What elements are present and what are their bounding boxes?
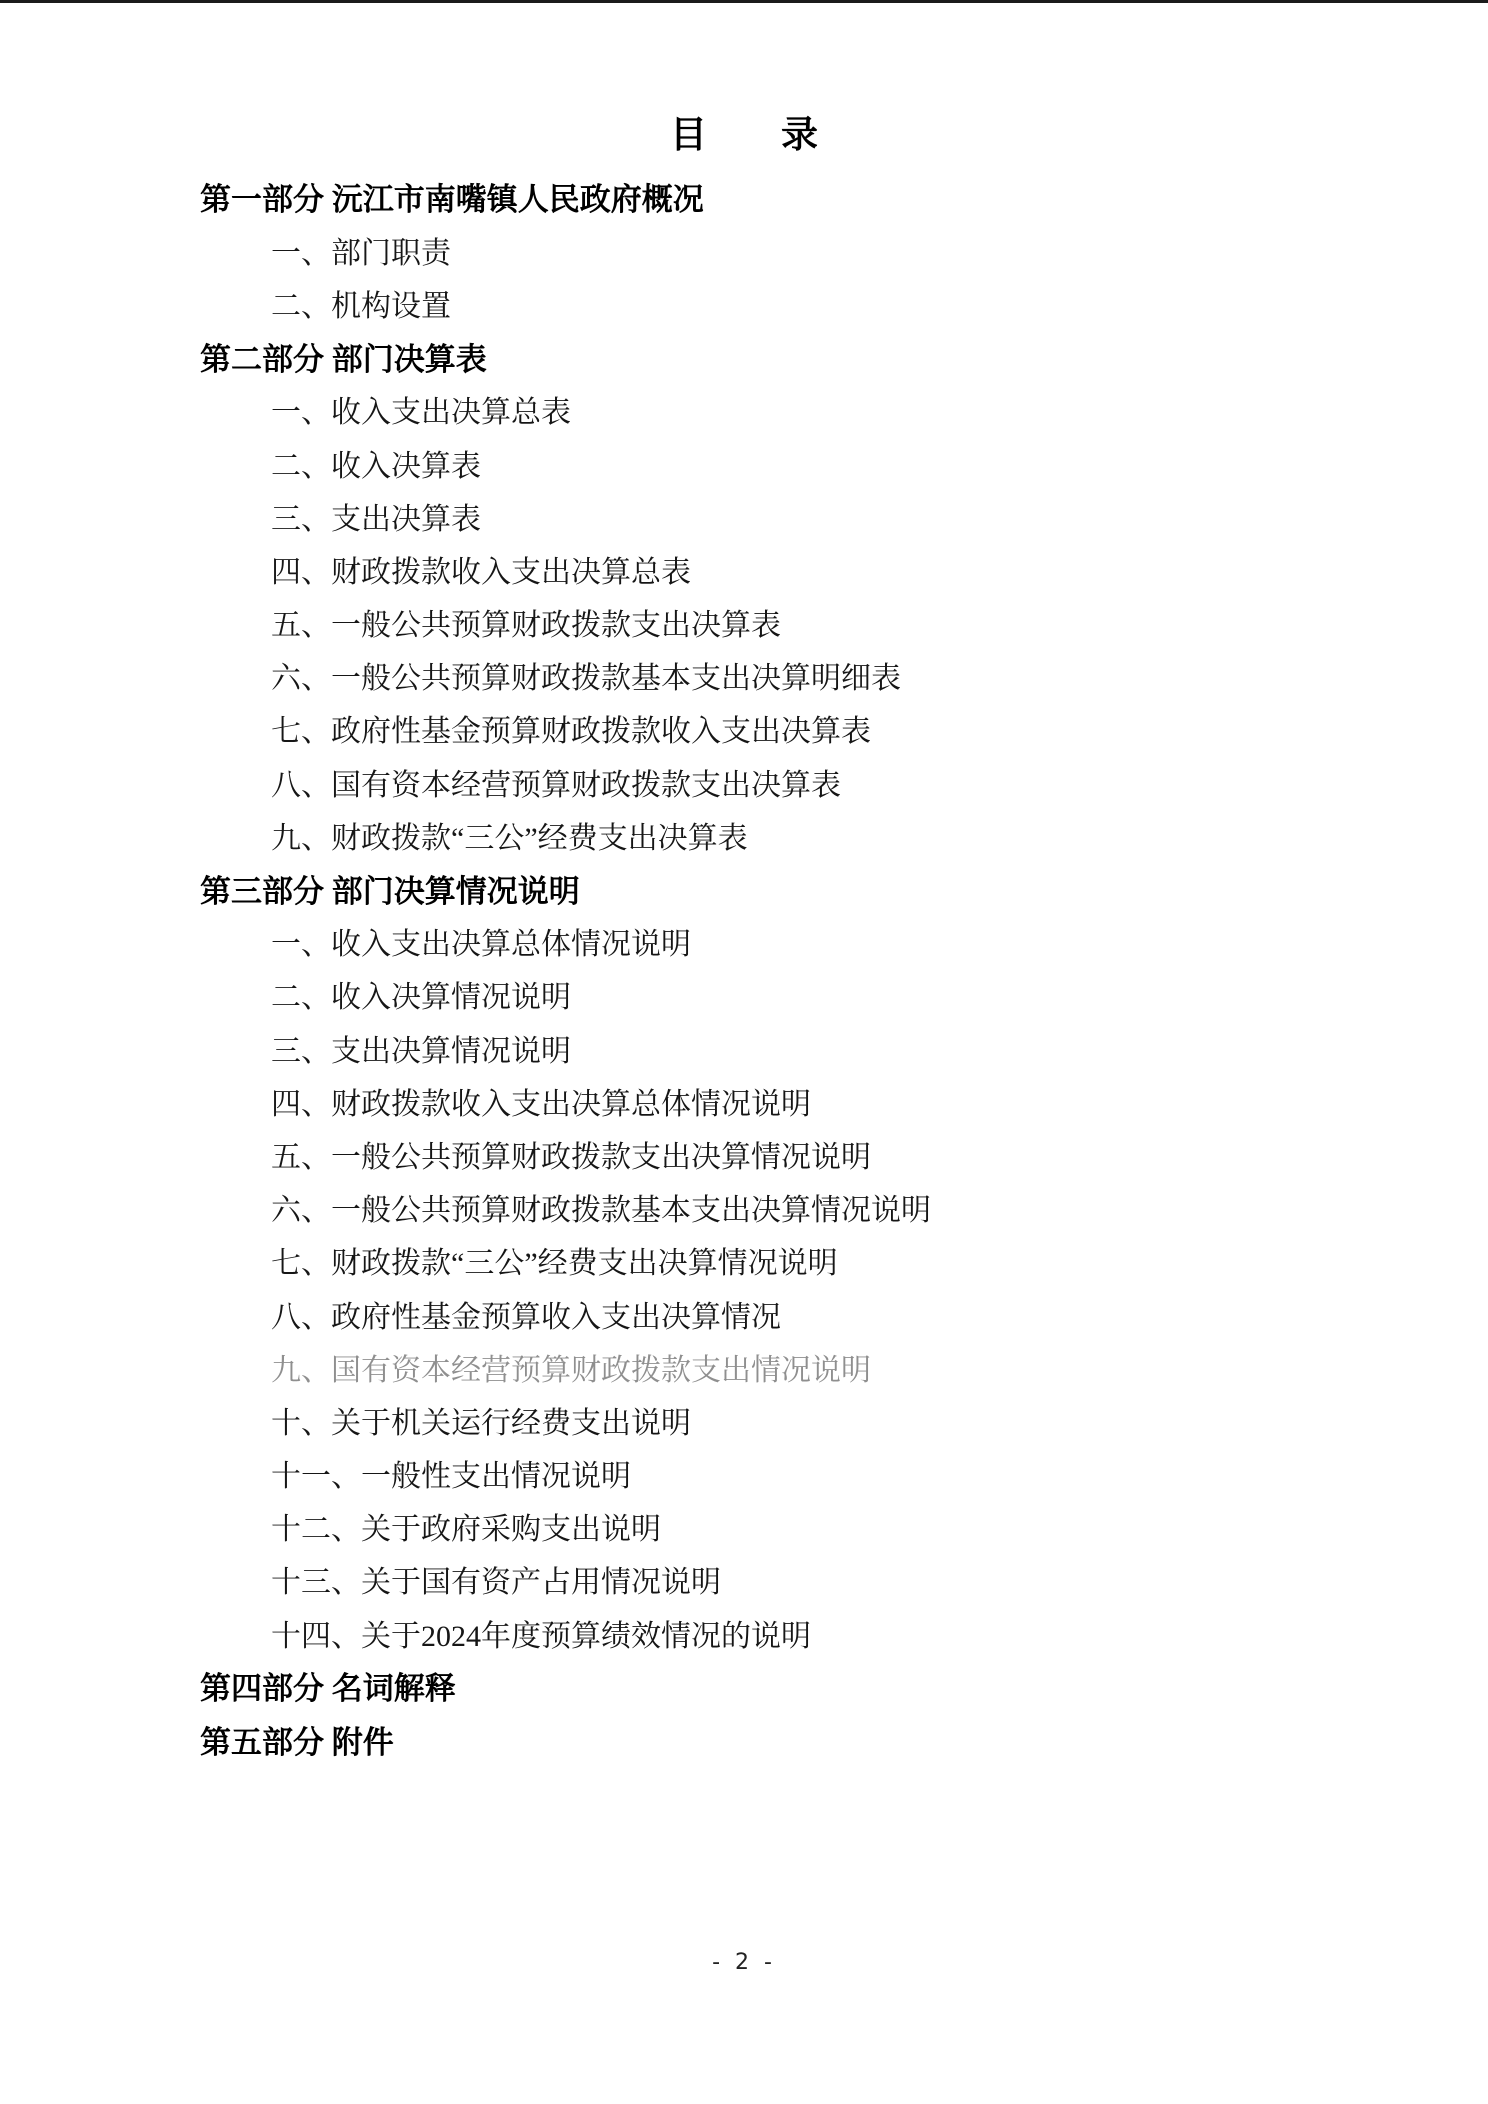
toc-item: 五、一般公共预算财政拨款支出决算表 bbox=[271, 609, 781, 643]
toc-item: 二、机构设置 bbox=[271, 289, 451, 323]
toc-item: 四、财政拨款收入支出决算总表 bbox=[271, 555, 691, 589]
toc-item: 三、支出决算表 bbox=[271, 502, 481, 536]
toc-item: 十四、关于2024年度预算绩效情况的说明 bbox=[271, 1619, 811, 1653]
toc-item: 八、政府性基金预算收入支出决算情况 bbox=[271, 1300, 781, 1334]
toc-item: 一、收入支出决算总表 bbox=[271, 396, 571, 430]
page-title: 目 录 bbox=[670, 115, 818, 156]
toc-item: 二、收入决算表 bbox=[271, 449, 481, 483]
scan-edge-line bbox=[0, 0, 1488, 3]
toc-item: 一、部门职责 bbox=[271, 236, 451, 270]
toc-item: 六、一般公共预算财政拨款基本支出决算明细表 bbox=[271, 662, 901, 696]
toc-item: 八、国有资本经营预算财政拨款支出决算表 bbox=[271, 768, 841, 802]
toc-item: 七、财政拨款“三公”经费支出决算情况说明 bbox=[271, 1247, 838, 1281]
toc-section-heading: 第三部分 部门决算情况说明 bbox=[200, 873, 580, 909]
toc-item: 四、财政拨款收入支出决算总体情况说明 bbox=[271, 1087, 811, 1121]
toc-section-heading: 第四部分 名词解释 bbox=[200, 1671, 456, 1707]
toc-section-heading: 第五部分 附件 bbox=[200, 1724, 394, 1760]
toc-item: 九、财政拨款“三公”经费支出决算表 bbox=[271, 821, 748, 855]
toc-item: 九、国有资本经营预算财政拨款支出情况说明 bbox=[271, 1353, 871, 1387]
toc-list bbox=[0, 170, 1488, 1766]
toc-section-heading: 第一部分 沅江市南嘴镇人民政府概况 bbox=[200, 182, 704, 218]
toc-item: 一、收入支出决算总体情况说明 bbox=[271, 928, 691, 962]
toc-item: 十三、关于国有资产占用情况说明 bbox=[271, 1566, 721, 1600]
toc-item: 二、收入决算情况说明 bbox=[271, 981, 571, 1015]
toc-item: 十一、一般性支出情况说明 bbox=[271, 1460, 631, 1494]
toc-section-heading: 第二部分 部门决算表 bbox=[200, 341, 487, 377]
toc-item: 六、一般公共预算财政拨款基本支出决算情况说明 bbox=[271, 1194, 931, 1228]
page-number: - 2 - bbox=[712, 1950, 776, 1975]
toc-item: 十、关于机关运行经费支出说明 bbox=[271, 1406, 691, 1440]
toc-item: 十二、关于政府采购支出说明 bbox=[271, 1513, 661, 1547]
toc-item: 五、一般公共预算财政拨款支出决算情况说明 bbox=[271, 1140, 871, 1174]
toc-item: 七、政府性基金预算财政拨款收入支出决算表 bbox=[271, 715, 871, 749]
toc-item: 三、支出决算情况说明 bbox=[271, 1034, 571, 1068]
